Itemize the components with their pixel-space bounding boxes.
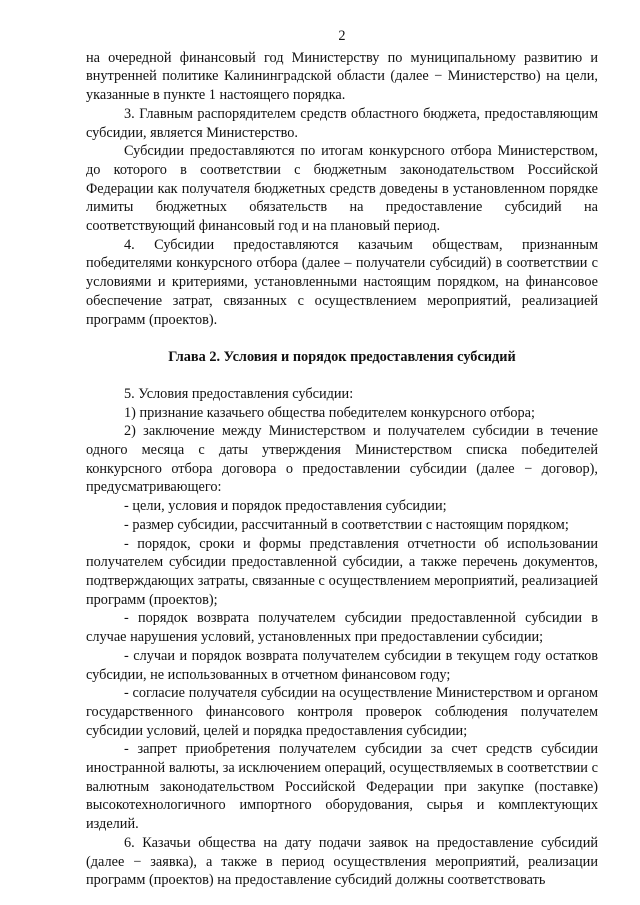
list-item: 2) заключение между Министерством и получателем субсидии в течение одного месяца с даты утверждения Министерством списка победителей конкурсного отбора договора о предоставлении субсидии (далее − договор), предусматривающего: <box>86 423 598 496</box>
paragraph-item-3: 3. Главным распорядителем средств областного бюджета, предоставляющим субсидии, является Министерство. <box>86 105 598 141</box>
list-item: - случаи и порядок возврата получателем субсидии в текущем году остатков субсидии, не использованных в отчетном финансовом году; <box>86 647 598 683</box>
paragraph-continuation: на очередной финансовый год Министерству по муниципальному развитию и внутренней политике Калининградской области (далее − Министерство) на цели, указанные в пункте 1 настоящего порядка. <box>86 49 598 104</box>
top-section <box>86 49 598 330</box>
paragraph-item-5: 5. Условия предоставления субсидии: <box>124 385 354 402</box>
page-number: 2 <box>338 28 346 44</box>
list-item: - порядок возврата получателем субсидии предоставленной субсидии в случае нарушения условий, установленных при предоставлении субсидии; <box>86 610 598 646</box>
list-item: - согласие получателя субсидии на осуществление Министерством и органом государственного финансового контроля проверок соблюдения получателем субсидии условий, целей и порядка предоставления субсидии; <box>86 685 598 739</box>
list-item: - порядок, сроки и формы представления отчетности об использовании получателем субсидии предоставленной субсидии, а также перечень документов, подтверждающих затраты, связанные с осуществлением мероприятий, реализацией программ (проектов); <box>86 535 598 608</box>
paragraph-subsidies-selection: Субсидии предоставляются по итогам конкурсного отбора Министерством, до которого в соответствии с бюджетным законодательством Российской Федерации как получателя бюджетных средств доведены в установленном порядке лимиты бюджетных обязательств на предоставление субсидий на соответствующий финансовый год и на плановый период. <box>86 143 598 235</box>
paragraph-item-4: 4. Субсидии предоставляются казачьим обществам, признанным победителями конкурсного отбора (далее – получатели субсидий) в соответствии с условиями и критериями, установленными настоящим порядком, на финансовое обеспечение затрат, связанных с осуществлением мероприятий, реализацией программ (проектов). <box>86 236 598 328</box>
paragraph-item-6: 6. Казачьи общества на дату подачи заявок на предоставление субсидий (далее − заявка), а также в период осуществления мероприятий, реализации программ (проектов) на предоставление субсидий должны соответствовать <box>86 834 598 889</box>
bottom-section <box>86 385 598 890</box>
chapter-heading: Глава 2. Условия и порядок предоставления субсидий <box>168 349 516 366</box>
list-item: - запрет приобретения получателем субсидии за счет средств субсидии иностранной валюты, за исключением операций, осуществляемых в соответствии с валютным законодательством Российской Федерации при закупке (поставке) высокотехнологичного импортного оборудования, сырья и комплектующих изделий. <box>86 741 598 833</box>
list-item: - цели, условия и порядок предоставления субсидии; <box>124 498 447 515</box>
list-item: - размер субсидии, рассчитанный в соответствии с настоящим порядком; <box>124 516 569 533</box>
list-item: 1) признание казачьего общества победителем конкурсного отбора; <box>124 404 535 421</box>
